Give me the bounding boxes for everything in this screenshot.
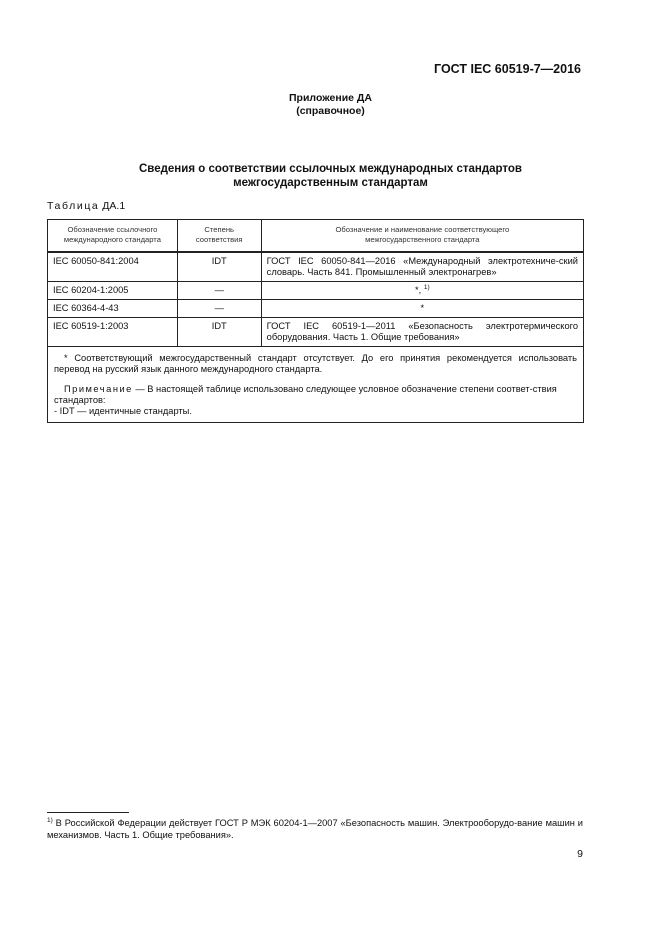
- degree-cell: —: [177, 300, 261, 318]
- table-caption-word: Таблица: [47, 200, 100, 212]
- header-interstate-standard: Обозначение и наименование соответствующего межгосударственного стандарта: [261, 220, 583, 253]
- standard-cell: *: [261, 300, 583, 318]
- reference-cell: IEC 60050-841:2004: [48, 252, 178, 282]
- degree-cell: —: [177, 282, 261, 300]
- header-degree-of-correspondence: Степень соответствия: [177, 220, 261, 253]
- note: [54, 384, 577, 406]
- header-reference-standard: Обозначение ссылочного международного стандарта: [48, 220, 178, 253]
- asterisk-note: * Соответствующий межгосударственный стандарт отсутствует. До его принятия рекомендуется использовать перевод на русский язык данного международного стандарта.: [54, 353, 577, 374]
- degree-cell: IDT: [177, 318, 261, 347]
- section-title-line2: межгосударственным стандартам: [233, 177, 428, 189]
- section-title-line1: Сведения о соответствии ссылочных международных стандартов: [138, 163, 522, 175]
- standard-cell: [261, 282, 583, 300]
- table-row: [48, 252, 584, 282]
- table-caption-id: ДА.1: [102, 200, 126, 212]
- table-notes: [48, 347, 584, 423]
- document-number-header: ГОСТ IEC 60519-7—2016: [434, 62, 581, 76]
- table-row: [48, 318, 584, 347]
- section-title: [0, 162, 661, 190]
- note-text: — В настоящей таблице использовано следующее условное обозначение степени соответ-ствия стандартов:: [54, 384, 557, 405]
- annex-heading: [0, 92, 661, 118]
- standard-cell: ГОСТ IEC 60050-841—2016 «Международный электротехниче-ский словарь. Часть 841. Промышленный электронагрев»: [261, 252, 583, 282]
- reference-cell: IEC 60364-4-43: [48, 300, 178, 318]
- standards-table: [47, 219, 584, 423]
- table-notes-row: [48, 347, 584, 423]
- table-row: [48, 300, 584, 318]
- table-caption: [47, 200, 125, 212]
- footnote-mark: 1): [47, 816, 53, 824]
- reference-cell: IEC 60204-1:2005: [48, 282, 178, 300]
- footnote-reference: 1): [423, 283, 430, 291]
- note-list-item: - IDT — идентичные стандарты.: [54, 406, 192, 416]
- footnote: [47, 817, 583, 841]
- page-number: 9: [577, 848, 583, 860]
- annex-title: Приложение ДА: [289, 92, 372, 104]
- footnote-separator: [47, 812, 129, 813]
- annex-subtitle: (справочное): [296, 105, 365, 117]
- reference-cell: IEC 60519-1:2003: [48, 318, 178, 347]
- note-label: Примечание: [64, 384, 133, 394]
- footnote-text: В Российской Федерации действует ГОСТ Р МЭК 60204-1—2007 «Безопасность машин. Электрооборудо-вание машин и механизмов. Часть 1. Общие требования».: [47, 818, 583, 840]
- table-header-row: [48, 220, 584, 253]
- standard-cell: ГОСТ IEC 60519-1—2011 «Безопасность электротермического оборудования. Часть 1. Общие требования»: [261, 318, 583, 347]
- standard-mark: *,: [415, 285, 424, 295]
- table-row: [48, 282, 584, 300]
- degree-cell: IDT: [177, 252, 261, 282]
